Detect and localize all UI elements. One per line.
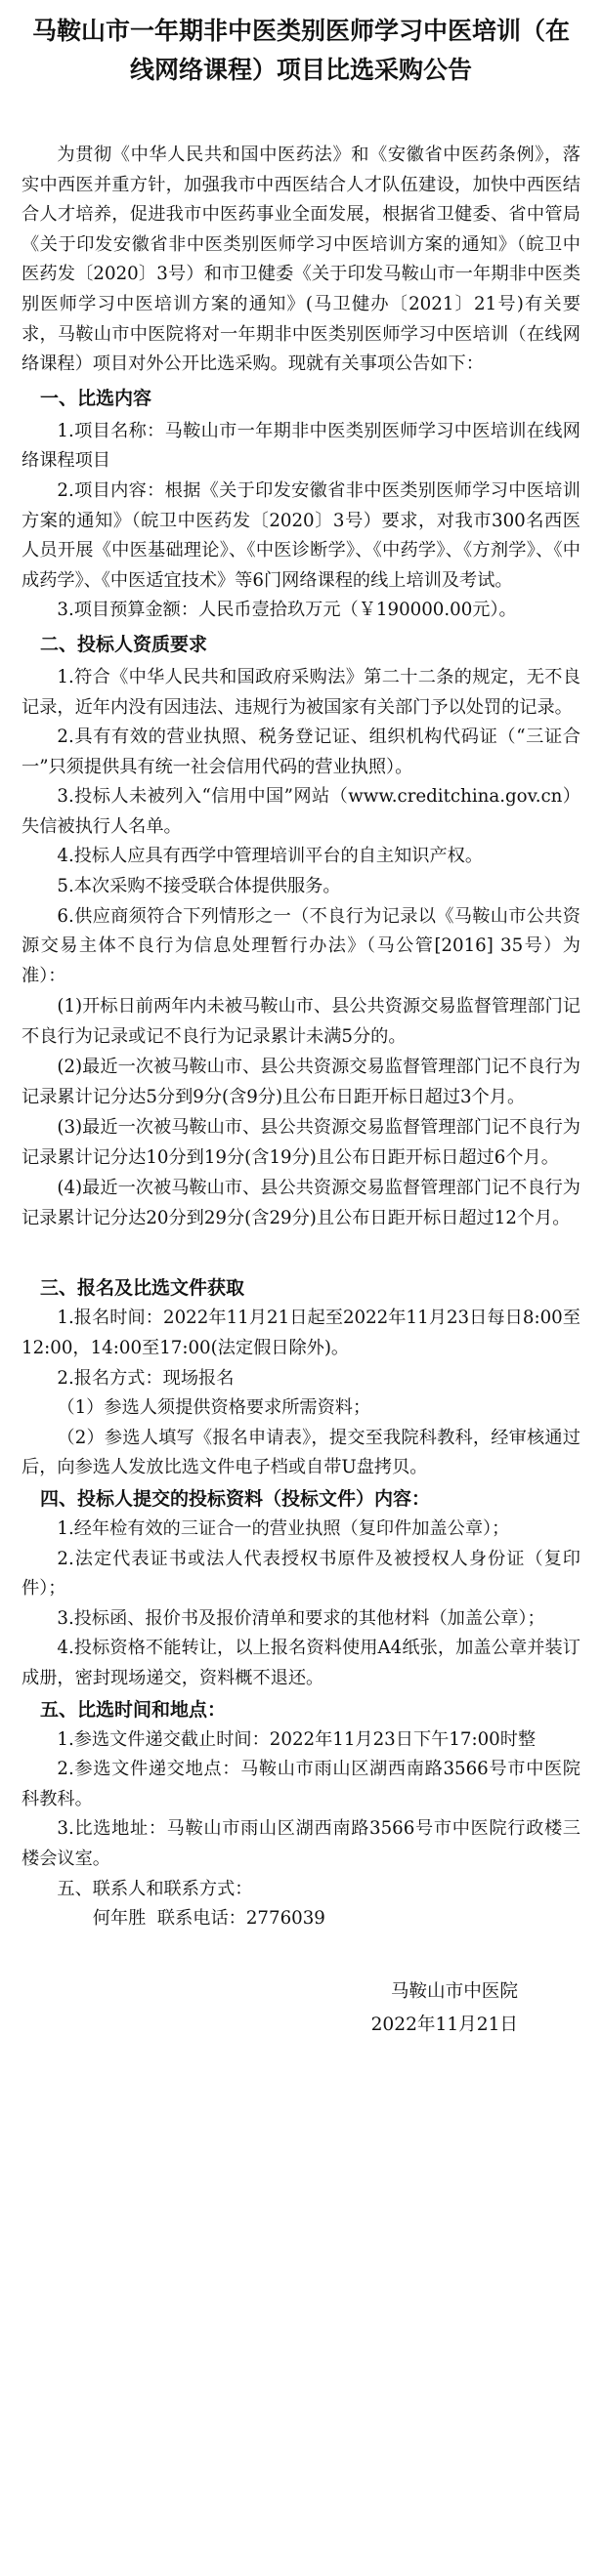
section-5-item: 2.参选文件递交地点：马鞍山市雨山区湖西南路3566号市中医院科教科。 <box>22 1759 580 1809</box>
contact-line: 何年胜 联系电话：2776039 <box>92 1908 325 1930</box>
section-1-item: 3.项目预算金额：人民币壹拾玖万元（￥190000.00元）。 <box>57 600 517 621</box>
section-5-heading: 五、比选时间和地点： <box>40 1698 227 1721</box>
section-1-item: 1.项目名称：马鞍山市一年期非中医类别医师学习中医培训在线网络课程项目 <box>22 420 580 472</box>
contact-heading: 五、联系人和联系方式： <box>57 1878 253 1899</box>
section-1-item: 2.项目内容：根据《关于印发安徽省非中医类别医师学习中医培训方案的通知》（皖卫中医药发〔2020〕3号）要求，对我市300名西医人员开展《中医基础理论》、《中医诊断学》、《中药学》、《方剂学》、《中成药学》、《中医适宜技术》等6门网络课程的线上培训及考试。 <box>22 479 580 591</box>
section-2-item: 1.符合《中华人民共和国政府采购法》第二十二条的规定，无不良记录，近年内没有因违法、违规行为被国家有关部门予以处罚的记录。 <box>22 666 580 718</box>
section-2-subitem: (2)最近一次被马鞍山市、县公共资源交易监督管理部门记不良行为记录累计记分达5分到9分(含9分)且公布日距开标日超过3个月。 <box>22 1057 580 1108</box>
section-2-heading: 二、投标人资质要求 <box>40 633 208 655</box>
section-4-item: 2.法定代表证书或法人代表授权书原件及被授权人身份证（复印件）； <box>22 1548 580 1600</box>
signature-block <box>22 1975 580 2042</box>
section-1-heading: 一、比选内容 <box>40 387 152 409</box>
section-3-item: （1）参选人须提供资格要求所需资料； <box>57 1397 371 1419</box>
section-5-item: 3.比选地址：马鞍山市雨山区湖西南路3566号市中医院行政楼三楼会议室。 <box>22 1818 580 1869</box>
section-4-item: 4.投标资格不能转让，以上报名资料使用A4纸张，加盖公章并装订成册，密封现场递交，资料概不退还。 <box>22 1638 580 1688</box>
section-4-item: 1.经年检有效的三证合一的营业执照（复印件加盖公章）； <box>57 1518 510 1539</box>
section-2-item: 2.具有有效的营业执照、税务登记证、组织机构代码证（“三证合一”只须提供具有统一社会信用代码的营业执照）。 <box>22 727 580 777</box>
page-title: 马鞍山市一年期非中医类别医师学习中医培训（在线网络课程）项目比选采购公告 <box>31 17 570 84</box>
section-2-item: 4.投标人应具有西学中管理培训平台的自主知识产权。 <box>57 846 484 867</box>
signature-date: 2022年11月21日 <box>370 2014 518 2035</box>
section-2-subitem: (3)最近一次被马鞍山市、县公共资源交易监督管理部门记不良行为记录累计记分达10分到19分(含19分)且公布日距开标日超过6个月。 <box>22 1117 580 1169</box>
section-3-item: 2.报名方式：现场报名 <box>57 1367 235 1389</box>
section-spacer <box>22 1233 580 1272</box>
section-4-heading: 四、投标人提交的投标资料（投标文件）内容： <box>40 1488 431 1510</box>
section-3-item: （2）参选人填写《报名申请表》，提交至我院科教科，经审核通过后，向参选人发放比选文件电子档或自带U盘拷贝。 <box>22 1427 580 1478</box>
section-4-item: 3.投标函、报价书及报价清单和要求的其他材料（加盖公章）； <box>57 1607 545 1629</box>
section-2-item: 5.本次采购不接受联合体提供服务。 <box>57 876 341 897</box>
section-3-heading: 三、报名及比选文件获取 <box>40 1277 245 1300</box>
section-5-item: 1.参选文件递交截止时间：2022年11月23日下午17:00时整 <box>57 1728 537 1750</box>
section-2-item: 3.投标人未被列入“信用中国”网站（www.creditchina.gov.cn）失信被执行人名单。 <box>22 786 580 837</box>
signature-org: 马鞍山市中医院 <box>390 1980 518 2002</box>
section-2-subitem: (1)开标日前两年内未被马鞍山市、县公共资源交易监督管理部门记不良行为记录或记不良行为记录累计未满5分的。 <box>22 996 580 1048</box>
section-2-item: 6.供应商须符合下列情形之一（不良行为记录以《马鞍山市公共资源交易主体不良行为信息处理暂行办法》（马公管[2016] 35号）为准）： <box>22 905 580 986</box>
intro-paragraph: 为贯彻《中华人民共和国中医药法》和《安徽省中医药条例》，落实中西医并重方针，加强我市中西医结合人才队伍建设，加快中西医结合人才培养，促进我市中医药事业全面发展，根据省卫健委、省中管局《关于印发安徽省非中医类别医师学习中医培训方案的通知》（皖卫中医药发〔2020〕3号）和市卫健委《关于印发马鞍山市一年期非中医类别医师学习中医培训方案的通知》(马卫健办〔2021〕21号)有关要求，马鞍山市中医院将对一年期非中医类别医师学习中医培训（在线网络课程）项目对外公开比选采购。现就有关事项公告如下： <box>22 145 580 375</box>
section-2-subitem: (4)最近一次被马鞍山市、县公共资源交易监督管理部门记不良行为记录累计记分达20分到29分(含29分)且公布日距开标日超过12个月。 <box>22 1178 580 1229</box>
section-3-item: 1.报名时间：2022年11月21日起至2022年11月23日每日8:00至12:00，14:00至17:00(法定假日除外)。 <box>22 1308 580 1359</box>
